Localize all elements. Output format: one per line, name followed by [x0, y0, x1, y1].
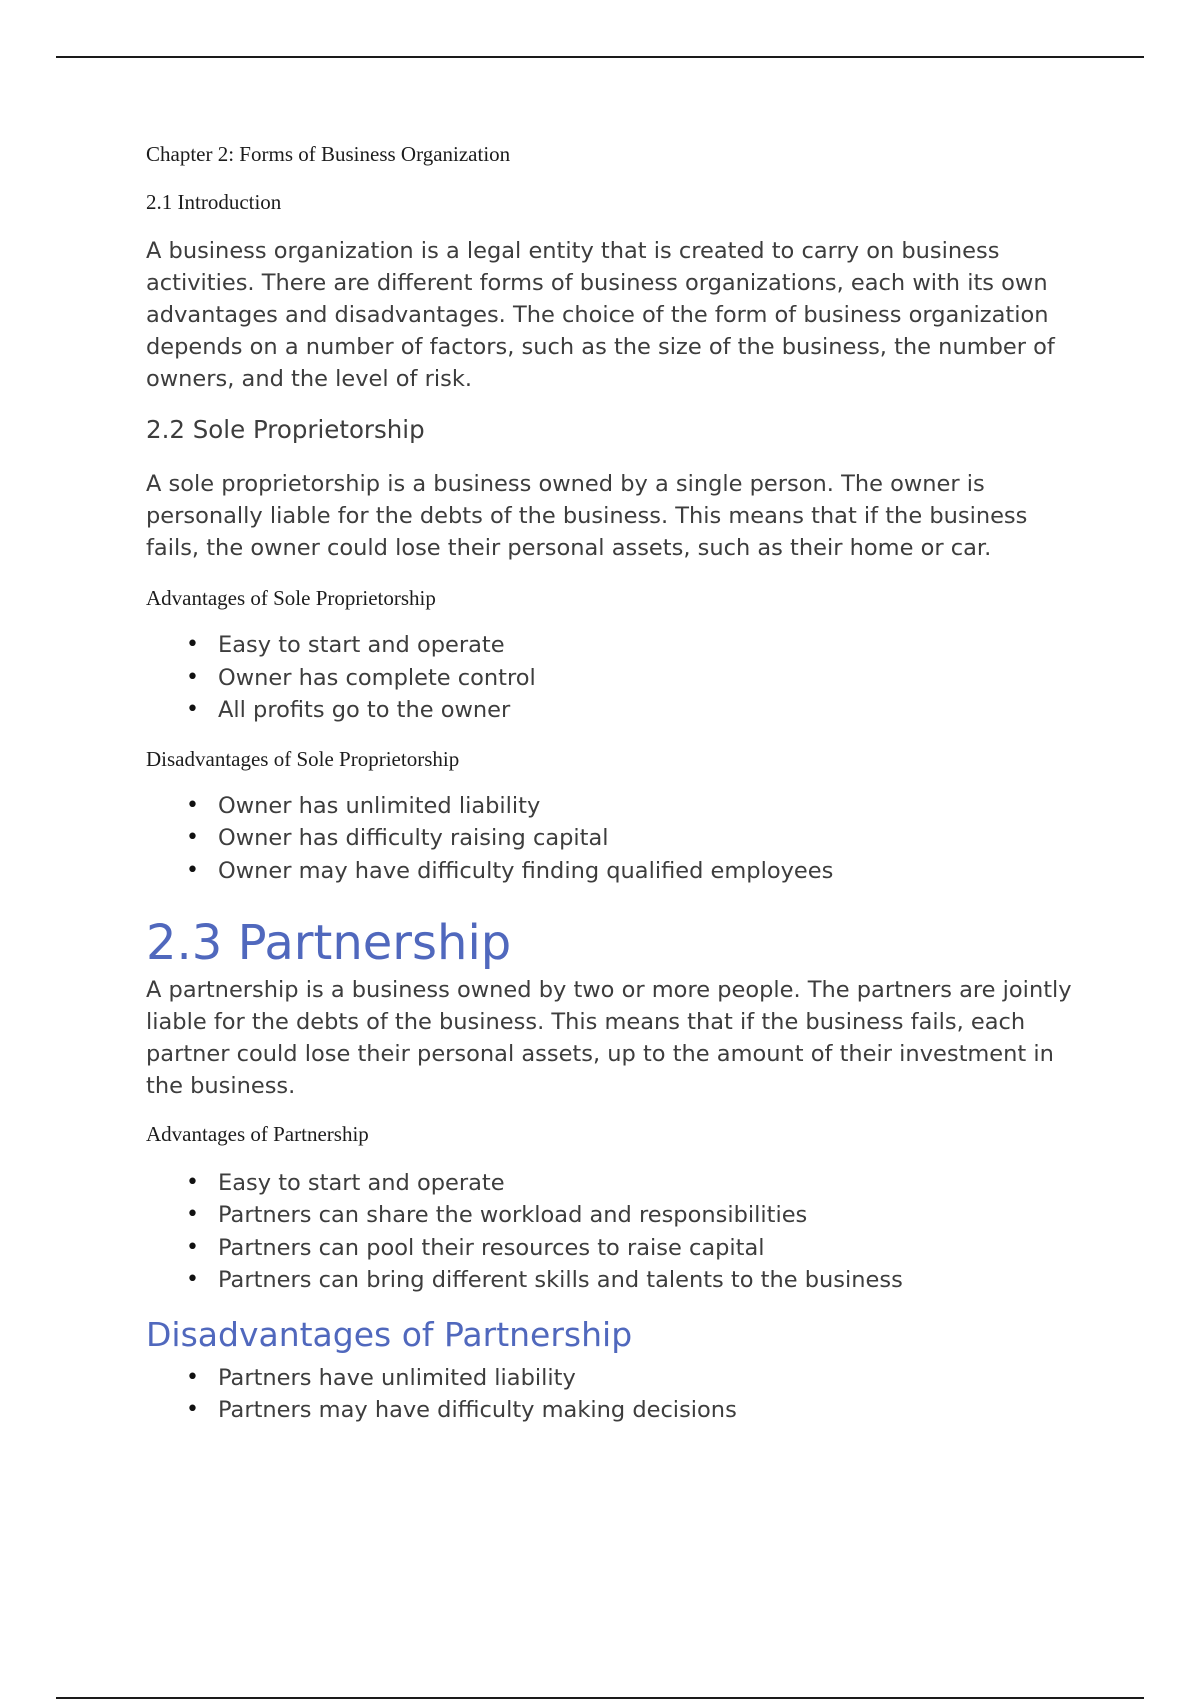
document-body	[146, 142, 1076, 1427]
list-item: • All profits go to the owner	[186, 694, 1076, 727]
sole-proprietorship-paragraph: A sole proprietorship is a business owned by a single person. The owner is personally liable for the debts of the business. This means that if the business fails, the owner could lose their personal assets, such as their home or car.	[146, 471, 1028, 561]
list-item: • Partners can pool their resources to raise capital	[186, 1232, 1076, 1265]
list-item: • Owner has complete control	[186, 662, 1076, 695]
partnership-disadvantages-heading: Disadvantages of Partnership	[146, 1314, 633, 1354]
bottom-rule	[56, 1697, 1144, 1699]
sole-proprietorship-heading: 2.2 Sole Proprietorship	[146, 415, 425, 444]
list-item: • Owner has difficulty raising capital	[186, 822, 1076, 855]
sole-disadvantages-heading: Disadvantages of Sole Proprietorship	[146, 746, 460, 771]
partnership-disadvantages-list	[146, 1362, 1076, 1427]
list-item: • Owner has unlimited liability	[186, 790, 1076, 823]
list-item: • Partners can bring different skills and talents to the business	[186, 1264, 1076, 1297]
list-item: • Easy to start and operate	[186, 1167, 1076, 1200]
list-item: • Partners have unlimited liability	[186, 1362, 1076, 1395]
intro-paragraph: A business organization is a legal entity that is created to carry on business activities. There are different forms of business organizations, each with its own advantages and disadvantages. The choice of the form of business organization depends on a number of factors, such as the size of the business, the number of owners, and the level of risk.	[146, 238, 1055, 392]
chapter-title: Chapter 2: Forms of Business Organization	[146, 142, 511, 166]
sole-disadvantages-list	[146, 790, 1076, 888]
partnership-heading: 2.3 Partnership	[146, 915, 512, 971]
intro-heading: 2.1 Introduction	[146, 190, 282, 214]
partnership-advantages-list	[146, 1167, 1076, 1297]
list-item: • Partners can share the workload and responsibilities	[186, 1199, 1076, 1232]
list-item: • Easy to start and operate	[186, 629, 1076, 662]
list-item: • Owner may have difficulty finding qualified employees	[186, 855, 1076, 888]
partnership-advantages-heading: Advantages of Partnership	[146, 1121, 369, 1146]
top-rule	[56, 56, 1144, 58]
partnership-paragraph: A partnership is a business owned by two or more people. The partners are jointly liable for the debts of the business. This means that if the business fails, each partner could lose their personal assets, up to the amount of their investment in the business.	[146, 976, 1072, 1099]
sole-advantages-heading: Advantages of Sole Proprietorship	[146, 586, 436, 610]
list-item: • Partners may have difficulty making decisions	[186, 1394, 1076, 1427]
sole-advantages-list	[146, 629, 1076, 727]
